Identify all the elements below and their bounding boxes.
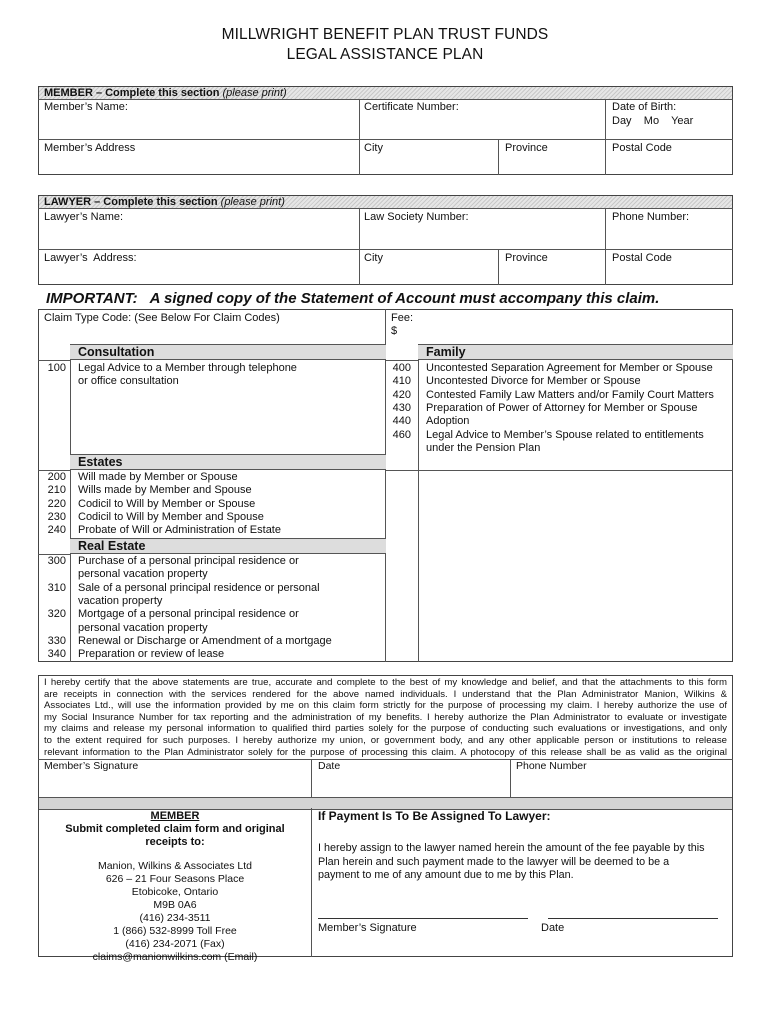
certification-date-field[interactable]: Date <box>318 760 341 772</box>
code-230: 230 <box>47 510 66 523</box>
code-310-desc: Sale of a personal principal residence or personal <box>78 581 320 594</box>
code-320-desc: personal vacation property <box>78 621 208 634</box>
code-100-desc: or office consultation <box>78 375 179 388</box>
mailing-toll-free: 1 (866) 532-8999 Toll Free <box>113 925 237 937</box>
mailing-street: 626 – 21 Four Seasons Place <box>105 873 245 885</box>
category-family: Family <box>418 344 733 360</box>
code-460-desc: Legal Advice to Member’s Spouse related to entitlements <box>426 428 704 441</box>
certificate-number-field[interactable]: Certificate Number: <box>364 101 459 113</box>
fee-field[interactable]: Fee: <box>391 312 414 324</box>
category-real-estate: Real Estate <box>70 538 386 554</box>
certification-line: are receipts in connection with the services rendered for the above named individuals. I understand that the Plan Administrator Manion, Wilkins & <box>44 688 727 700</box>
claim-type-code-field[interactable]: Claim Type Code: (See Below For Claim Codes) <box>44 312 280 324</box>
lawyer-phone-field[interactable]: Phone Number: <box>612 211 690 223</box>
date-of-birth-field[interactable]: Date of Birth: <box>612 101 677 113</box>
mailing-fax: (416) 234-2071 (Fax) <box>125 938 225 950</box>
code-400: 400 <box>392 362 411 374</box>
code-200: 200 <box>47 471 66 483</box>
certification-line: to the extent required for such purposes. I hereby authorize my union, or government body, and any other applicable person or institutions to release <box>44 735 727 746</box>
assignment-date-label: Date <box>541 922 565 934</box>
certification-line: I hereby certify that the above statements are true, accurate and complete to the best of my knowledge and belief, and that the attachments to this form <box>44 677 727 688</box>
code-300: 300 <box>47 555 66 567</box>
code-100-desc: Legal Advice to a Member through telephone <box>78 362 297 374</box>
mailing-instruction: Submit completed claim form and original <box>65 823 285 835</box>
lawyer-postal-code-field[interactable]: Postal Code <box>612 252 672 264</box>
code-320-desc: Mortgage of a personal principal residence or <box>78 608 299 621</box>
code-460: 460 <box>392 428 411 441</box>
form-title-line2: LEGAL ASSISTANCE PLAN <box>286 46 484 63</box>
member-name-field[interactable]: Member’s Name: <box>44 101 128 113</box>
lawyer-section-heading: LAWYER – Complete this section (please print) <box>44 196 285 208</box>
member-province-field[interactable]: Province <box>505 142 548 154</box>
category-consultation: Consultation <box>70 344 386 360</box>
member-address-field[interactable]: Member’s Address <box>44 142 136 154</box>
mailing-city: Etobicoke, Ontario <box>131 886 219 898</box>
assignment-signature-line[interactable] <box>318 918 528 919</box>
certification-line: relevant information to the Plan Administrator solely for the purpose of processing this claim. A photocopy of this release shall be as valid as the original <box>44 746 727 758</box>
lawyer-province-field[interactable]: Province <box>505 252 548 264</box>
code-430: 430 <box>392 401 411 414</box>
code-300-desc: personal vacation property <box>78 568 208 581</box>
fee-currency: $ <box>391 325 398 337</box>
code-400-desc: Uncontested Separation Agreement for Member or Spouse <box>426 362 713 374</box>
certification-phone-field[interactable]: Phone Number <box>516 760 587 772</box>
code-410: 410 <box>392 375 411 388</box>
mailing-company: Manion, Wilkins & Associates Ltd <box>97 860 253 872</box>
code-340: 340 <box>47 648 66 661</box>
code-310: 310 <box>47 581 66 594</box>
code-310-desc: vacation property <box>78 594 163 607</box>
certification-line: my Social Insurance Number for tax reporting and the administration of my benefits. I hereby authorize the Plan Administrator to evaluate or investigate <box>44 711 727 723</box>
code-220-desc: Codicil to Will by Member or Spouse <box>78 497 256 510</box>
important-notice: IMPORTANT: A signed copy of the Statement of Account must accompany this claim. <box>46 290 660 307</box>
assignment-signature-label: Member’s Signature <box>318 922 417 934</box>
mailing-postal-code: M9B 0A6 <box>153 899 197 911</box>
assignment-text: I hereby assign to the lawyer named herein the amount of the fee payable by this <box>318 842 705 854</box>
lawyer-city-field[interactable]: City <box>364 252 383 264</box>
code-240: 240 <box>47 524 66 537</box>
law-society-number-field[interactable]: Law Society Number: <box>364 211 469 223</box>
code-220: 220 <box>47 497 66 510</box>
code-330: 330 <box>47 634 66 647</box>
code-200-desc: Will made by Member or Spouse <box>78 471 238 483</box>
code-330-desc: Renewal or Discharge or Amendment of a mortgage <box>78 634 332 647</box>
lawyer-name-field[interactable]: Lawyer’s Name: <box>44 211 124 223</box>
assignment-date-line[interactable] <box>548 918 718 919</box>
member-signature-field[interactable]: Member’s Signature <box>44 760 139 772</box>
code-210: 210 <box>47 484 66 497</box>
code-420: 420 <box>392 388 411 401</box>
code-240-desc: Probate of Will or Administration of Estate <box>78 524 281 537</box>
category-estates: Estates <box>70 454 386 470</box>
assignment-heading: If Payment Is To Be Assigned To Lawyer: <box>318 809 551 823</box>
code-100: 100 <box>47 362 66 374</box>
lawyer-address-field[interactable]: Lawyer’s Address: <box>44 252 137 264</box>
code-210-desc: Wills made by Member and Spouse <box>78 484 252 497</box>
code-300-desc: Purchase of a personal principal residence or <box>78 555 299 567</box>
member-city-field[interactable]: City <box>364 142 383 154</box>
assignment-text: payment to me of any amount due to me by this Plan. <box>318 869 574 881</box>
certification-line: my claims and release my personal information to qualified third parties solely for the purpose of conducting such evaluations or investigations, and only <box>44 723 727 735</box>
code-320: 320 <box>47 608 66 621</box>
date-of-birth-parts: Day Mo Year <box>612 115 694 127</box>
form-title-line1: MILLWRIGHT BENEFIT PLAN TRUST FUNDS <box>221 26 549 43</box>
code-340-desc: Preparation or review of lease <box>78 648 225 661</box>
code-430-desc: Preparation of Power of Attorney for Member or Spouse <box>426 401 698 414</box>
certification-line: Associates Ltd., will use the information provided by me on this claim form strictly for the purpose of processing my claim. I hereby authorize the use of <box>44 700 727 712</box>
code-230-desc: Codicil to Will by Member and Spouse <box>78 510 264 523</box>
code-420-desc: Contested Family Law Matters and/or Family Court Matters <box>426 388 714 401</box>
assignment-text: Plan herein and such payment made to the lawyer will be deemed to be a <box>318 855 670 868</box>
code-460-desc: under the Pension Plan <box>426 441 541 454</box>
member-section-heading: MEMBER – Complete this section (please print) <box>44 87 287 99</box>
code-440-desc: Adoption <box>426 415 470 428</box>
mailing-instruction: receipts to: <box>145 836 205 848</box>
mailing-phone: (416) 234-3511 <box>139 912 211 924</box>
mailing-email[interactable]: claims@manionwilkins.com (Email) <box>92 951 258 963</box>
code-410-desc: Uncontested Divorce for Member or Spouse <box>426 375 641 388</box>
mailing-heading: MEMBER <box>150 810 200 822</box>
code-440: 440 <box>392 415 411 428</box>
member-postal-code-field[interactable]: Postal Code <box>612 142 672 154</box>
